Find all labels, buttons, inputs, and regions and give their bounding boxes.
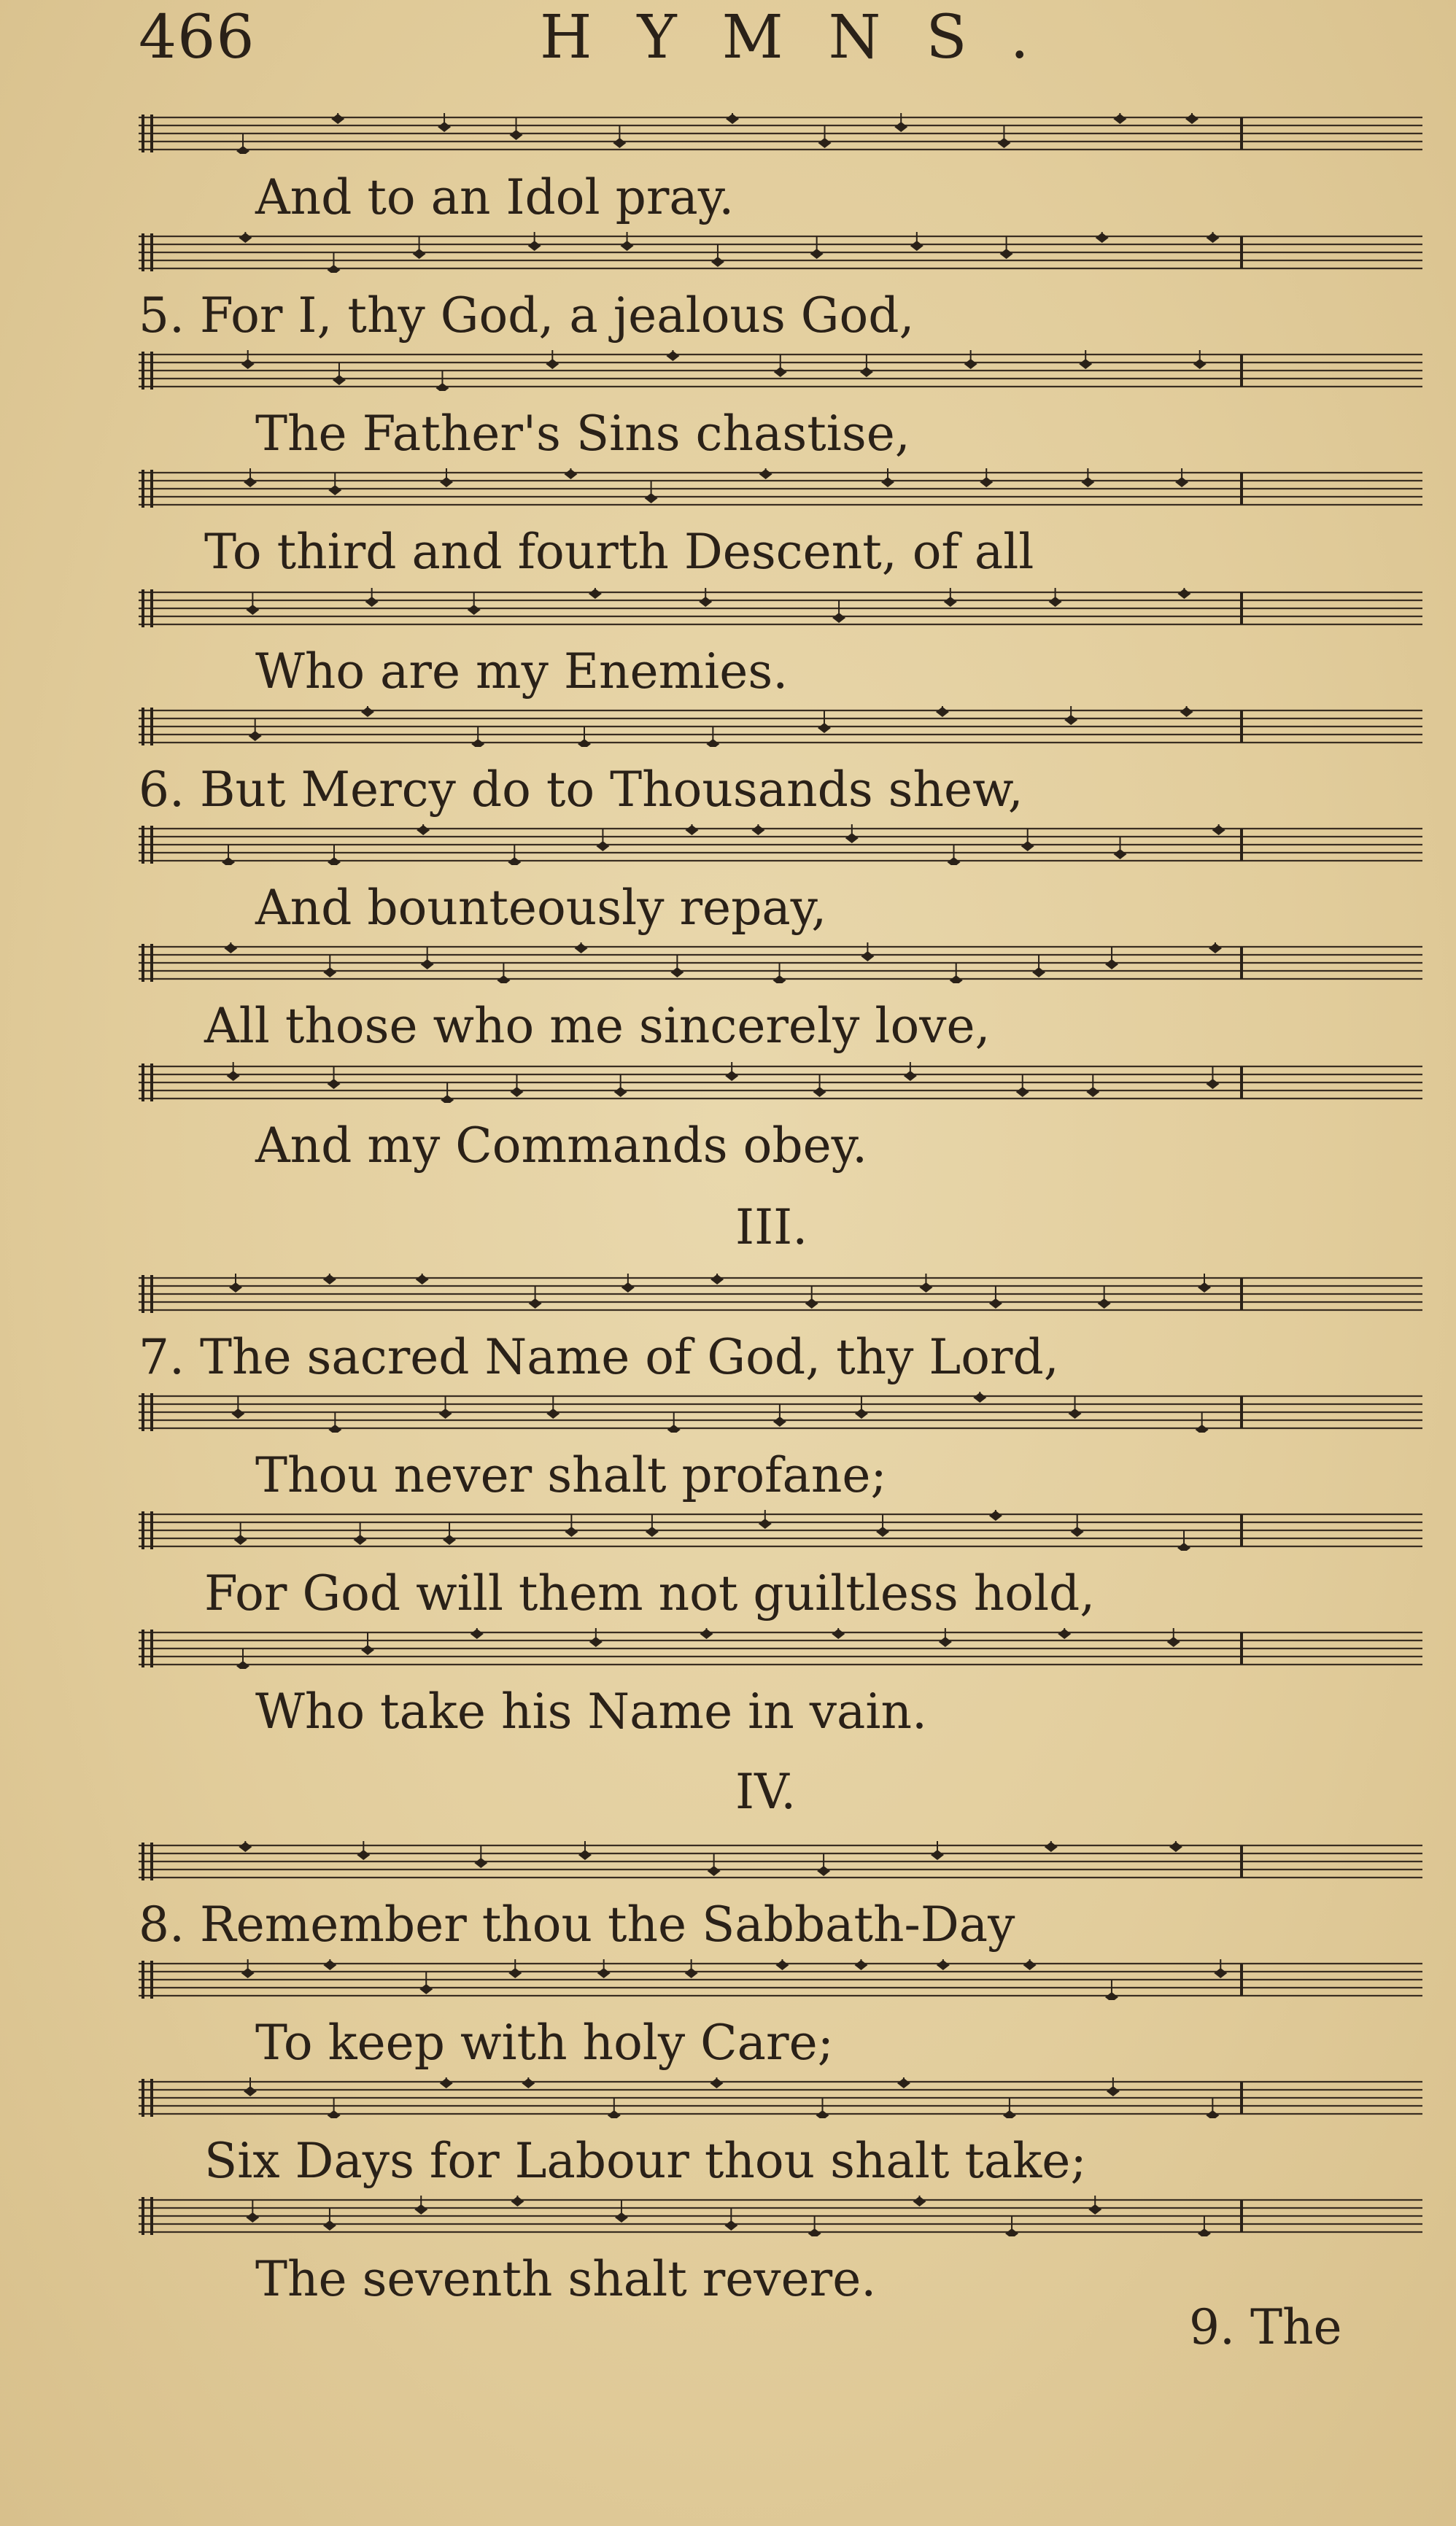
bar-line xyxy=(1240,710,1243,743)
lyric-line: And my Commands obey. xyxy=(255,1117,868,1174)
clef-mark xyxy=(150,352,153,390)
bar-line xyxy=(1240,2200,1243,2232)
staff-lines xyxy=(139,588,1422,629)
clef-mark xyxy=(142,2197,144,2235)
clef-mark xyxy=(150,470,153,508)
clef-mark xyxy=(150,589,153,627)
clef-mark xyxy=(150,1961,153,1999)
clef-mark xyxy=(142,1961,144,1999)
clef-mark xyxy=(142,470,144,508)
page-header xyxy=(0,0,1456,80)
music-staff xyxy=(139,1628,1422,1669)
clef-mark xyxy=(150,826,153,864)
music-staff xyxy=(139,1510,1422,1551)
lyric-line: To keep with holy Care; xyxy=(255,2015,834,2071)
bar-line xyxy=(1240,1845,1243,1878)
staff-lines xyxy=(139,2196,1422,2236)
bar-line xyxy=(1240,2082,1243,2114)
clef-mark xyxy=(150,1511,153,1549)
bar-line xyxy=(1240,1066,1243,1099)
bar-line xyxy=(1240,1632,1243,1665)
verse-heading: III. xyxy=(735,1199,808,1255)
lyric-line: Who are my Enemies. xyxy=(255,643,789,700)
staff-lines xyxy=(139,1062,1422,1103)
staff-lines xyxy=(139,706,1422,747)
staff-lines xyxy=(139,468,1422,509)
clef-mark xyxy=(150,1275,153,1313)
music-staff xyxy=(139,232,1422,273)
clef-mark xyxy=(142,944,144,982)
staff-lines xyxy=(139,2077,1422,2118)
staff-lines xyxy=(139,1510,1422,1551)
lyric-line: 7. The sacred Name of God, thy Lord, xyxy=(139,1329,1059,1385)
clef-mark xyxy=(150,1064,153,1101)
music-staff xyxy=(139,1274,1422,1314)
music-staff xyxy=(139,2196,1422,2236)
clef-mark xyxy=(150,944,153,982)
music-staff xyxy=(139,1841,1422,1882)
clef-mark xyxy=(142,826,144,864)
clef-mark xyxy=(142,1064,144,1101)
music-staff xyxy=(139,942,1422,983)
bar-line xyxy=(1240,355,1243,387)
staff-lines xyxy=(139,942,1422,983)
clef-mark xyxy=(142,1275,144,1313)
lyric-line: For God will them not guiltless hold, xyxy=(204,1565,1096,1622)
lyric-line: And to an Idol pray. xyxy=(255,169,735,225)
music-staff xyxy=(139,1959,1422,2000)
clef-mark xyxy=(150,1630,153,1667)
lyric-line: The Father's Sins chastise, xyxy=(255,406,910,462)
lyric-line: All those who me sincerely love, xyxy=(204,998,991,1054)
music-staff xyxy=(139,1392,1422,1433)
lyric-line: And bounteously repay, xyxy=(255,880,827,936)
running-title: HYMNS. xyxy=(540,3,1074,72)
staff-lines xyxy=(139,1841,1422,1882)
staff-lines xyxy=(139,824,1422,865)
lyric-line: 5. For I, thy God, a jealous God, xyxy=(139,287,915,344)
lyric-line: Thou never shalt profane; xyxy=(255,1447,887,1503)
bar-line xyxy=(1240,592,1243,624)
clef-mark xyxy=(142,2079,144,2117)
bar-line xyxy=(1240,829,1243,861)
page-number: 466 xyxy=(139,3,255,72)
clef-mark xyxy=(142,1393,144,1431)
lyric-line: Who take his Name in vain. xyxy=(255,1684,927,1740)
music-staff xyxy=(139,350,1422,391)
clef-mark xyxy=(142,1511,144,1549)
staff-lines xyxy=(139,1392,1422,1433)
bar-line xyxy=(1240,117,1243,150)
lyric-line: 8. Remember thou the Sabbath-Day xyxy=(139,1897,1015,1953)
clef-mark xyxy=(150,233,153,271)
staff-lines xyxy=(139,1959,1422,2000)
lyric-line: To third and fourth Descent, of all xyxy=(204,524,1034,580)
clef-mark xyxy=(150,115,153,152)
clef-mark xyxy=(142,352,144,390)
music-staff xyxy=(139,468,1422,509)
clef-mark xyxy=(142,589,144,627)
staff-lines xyxy=(139,1628,1422,1669)
bar-line xyxy=(1240,1278,1243,1310)
music-staff xyxy=(139,2077,1422,2118)
clef-mark xyxy=(150,2079,153,2117)
music-staff xyxy=(139,1062,1422,1103)
clef-mark xyxy=(150,2197,153,2235)
catchword: 9. The xyxy=(1189,2299,1342,2355)
music-staff xyxy=(139,706,1422,747)
clef-mark xyxy=(150,1393,153,1431)
bar-line xyxy=(1240,947,1243,979)
staff-lines xyxy=(139,350,1422,391)
staff-lines xyxy=(139,232,1422,273)
music-staff xyxy=(139,588,1422,629)
staff-lines xyxy=(139,113,1422,154)
staff-lines xyxy=(139,1274,1422,1314)
lyric-line: Six Days for Labour thou shalt take; xyxy=(204,2133,1087,2189)
music-staff xyxy=(139,113,1422,154)
bar-line xyxy=(1240,236,1243,268)
bar-line xyxy=(1240,473,1243,505)
clef-mark xyxy=(150,1843,153,1880)
verse-heading: IV. xyxy=(735,1764,797,1820)
clef-mark xyxy=(142,708,144,745)
lyric-line: 6. But Mercy do to Thousands shew, xyxy=(139,762,1023,818)
clef-mark xyxy=(142,1843,144,1880)
music-staff xyxy=(139,824,1422,865)
lyric-line: The seventh shalt revere. xyxy=(255,2251,877,2307)
clef-mark xyxy=(142,233,144,271)
clef-mark xyxy=(150,708,153,745)
bar-line xyxy=(1240,1514,1243,1546)
clef-mark xyxy=(142,1630,144,1667)
clef-mark xyxy=(142,115,144,152)
bar-line xyxy=(1240,1396,1243,1428)
bar-line xyxy=(1240,1964,1243,1996)
